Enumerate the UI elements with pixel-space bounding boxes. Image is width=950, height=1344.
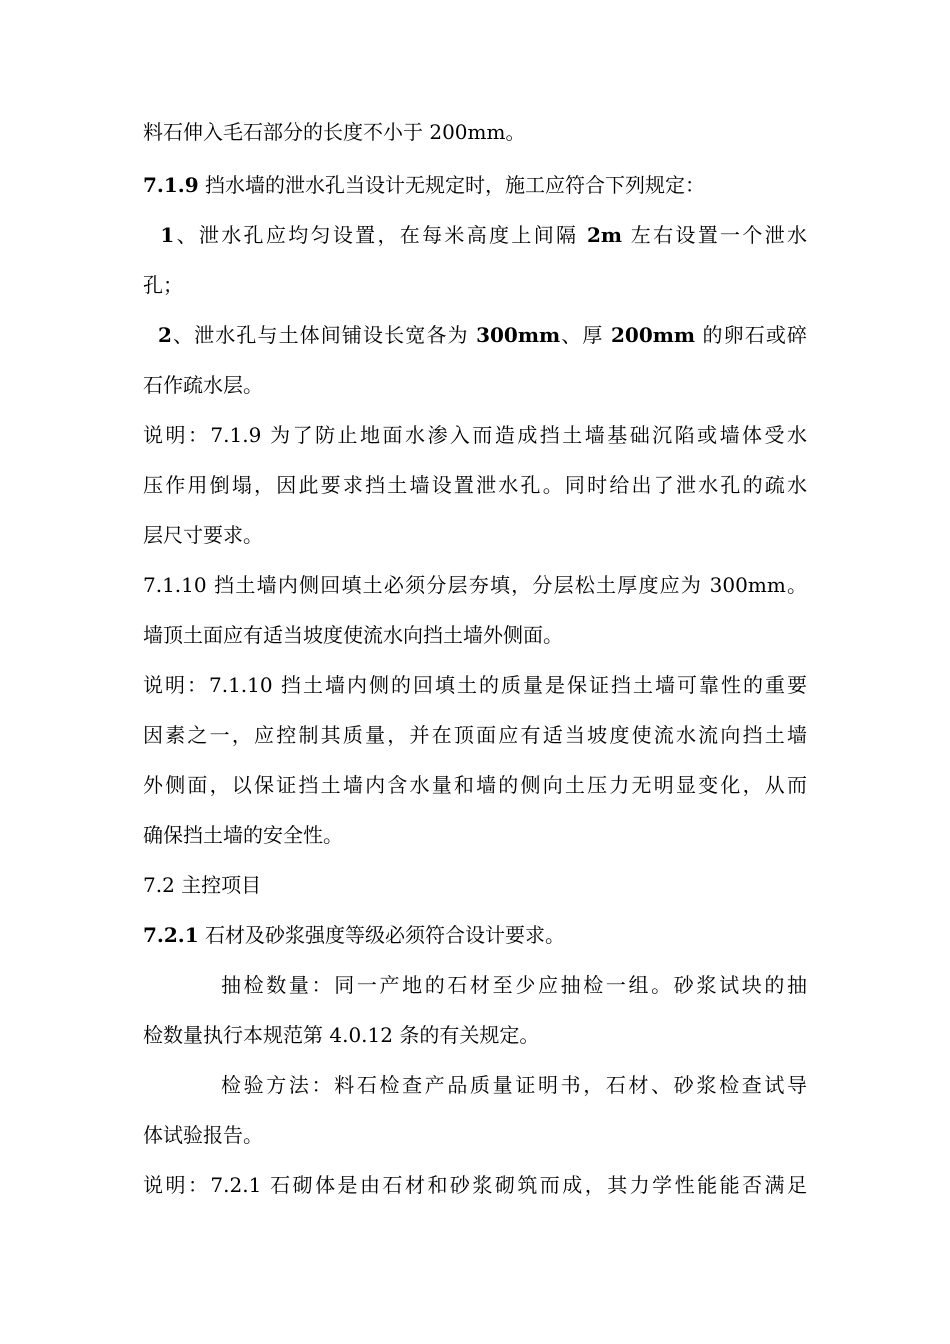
clause-7-2-1-heading [143,922,807,948]
explanation-line: 说明：7.1.10 挡土墙内侧的回填土的质量是保证挡土墙可靠性的重要 [143,673,807,697]
explanation-line: 层尺寸要求。 [143,523,263,547]
section-heading: 7.2 主控项目 [143,873,262,897]
inspection-method-line: 检验方法：料石检查产品质量证明书，石材、砂浆检查试导 [221,1073,807,1097]
paragraph-line: 墙顶土面应有适当坡度使流水向挡土墙外侧面。 [143,623,563,647]
paragraph-line: 料石伸入毛石部分的长度不小于 200mm。 [143,120,526,144]
inspection-quantity-line: 抽检数量：同一产地的石材至少应抽检一组。砂浆试块的抽 [221,973,807,997]
explanation-line: 说明：7.2.1 石砌体是由石材和砂浆砌筑而成，其力学性能能否满足 [143,1173,807,1197]
paragraph-line: 石作疏水层。 [143,373,263,397]
list-item-2: 2、泄水孔与土体间铺设长宽各为 300mm、厚 200mm 的卵石或碎 [157,323,807,347]
paragraph-line: 孔； [143,273,183,297]
explanation-line: 外侧面，以保证挡土墙内含水量和墙的侧向土压力无明显变化，从而 [143,773,807,797]
paragraph-line: 体试验报告。 [143,1123,263,1147]
list-item-1: 1、泄水孔应均匀设置，在每米高度上间隔 2m 左右设置一个泄水 [160,223,807,247]
clause-number: 7.1.9 [143,173,199,197]
list-number: 1 [160,223,175,247]
paragraph-line: 检数量执行本规范第 4.0.12 条的有关规定。 [143,1023,540,1047]
clause-7-1-9-heading [143,172,807,198]
clause-number: 7.2.1 [143,923,199,947]
explanation-line: 说明：7.1.9 为了防止地面水渗入而造成挡土墙基础沉陷或墙体受水 [143,423,807,447]
clause-text: 石材及砂浆强度等级必须符合设计要求。 [198,923,566,947]
explanation-line: 因素之一，应控制其质量，并在顶面应有适当坡度使流水流向挡土墙 [143,723,807,747]
clause-text: 挡水墙的泄水孔当设计无规定时，施工应符合下列规定： [198,173,706,197]
list-number: 2 [157,323,172,347]
clause-7-1-10: 7.1.10 挡土墙内侧回填土必须分层夯填，分层松土厚度应为 300mm。 [143,573,807,597]
explanation-line: 压作用倒塌，因此要求挡土墙设置泄水孔。同时给出了泄水孔的疏水 [143,473,807,497]
explanation-line: 确保挡土墙的安全性。 [143,823,343,847]
